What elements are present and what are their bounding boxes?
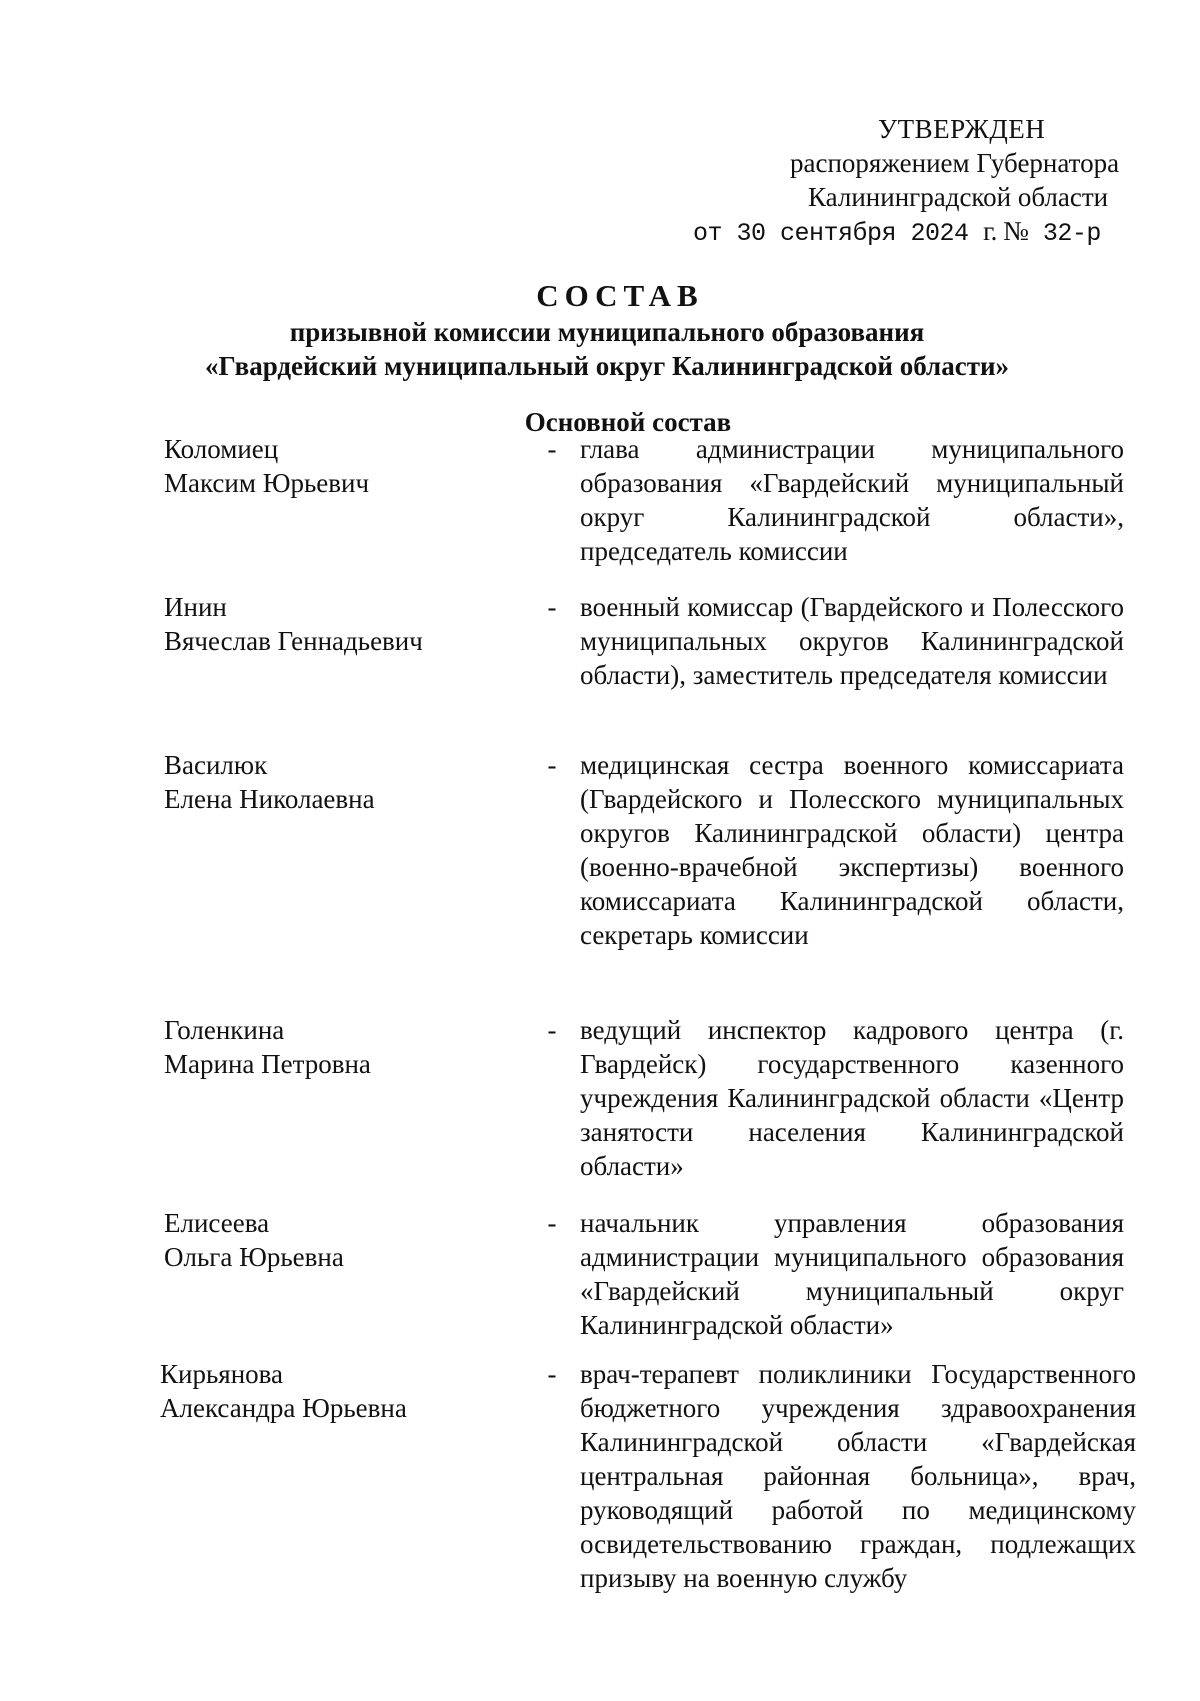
- member-surname: Василюк: [164, 750, 268, 780]
- member-name: [164, 432, 544, 500]
- approval-date-line: [640, 214, 1140, 251]
- member-given-name: Максим Юрьевич: [164, 468, 370, 498]
- document-subtitle-line-1: призывной комиссии муниципального образования: [289, 317, 925, 347]
- member-role: военный комиссар (Гвардейского и Полесского муниципальных округов Калининградской области), заместитель председателя комиссии: [580, 592, 1124, 690]
- member-role: медицинская сестра военного комиссариата (Гвардейского и Полесского муниципальных округов Калининградской области) центра (военно-врачебной экспертизы) военного комиссариата Калининградской области, секретарь комиссии: [580, 750, 1124, 950]
- member-surname: Кирьянова: [160, 1359, 284, 1389]
- member-role: врач-терапевт поликлиники Государственного бюджетного учреждения здравоохранения Калининградской области «Гвардейская центральная районная больница», врач, руководящий работой по медицинскому освидетельствованию граждан, подлежащих призыву на военную службу: [580, 1359, 1136, 1593]
- approval-authority: распоряжением Губернатора: [790, 148, 1120, 178]
- member-dash: -: [547, 434, 557, 464]
- member-name: [164, 590, 544, 658]
- document-title: СОСТАВ: [536, 278, 704, 313]
- member-role: начальник управления образования администрации муниципального образования «Гвардейский муниципальный округ Калининградской области»: [580, 1208, 1124, 1340]
- member-role: ведущий инспектор кадрового центра (г. Гвардейск) государственного казенного учреждения Калининградской области «Центр занятости населения Калининградской области»: [580, 1015, 1124, 1181]
- member-dash: -: [547, 592, 557, 622]
- member-given-name: Александра Юрьевна: [160, 1393, 407, 1423]
- member-dash: -: [547, 1208, 557, 1238]
- approval-stamp: [640, 112, 1140, 251]
- member-surname: Елисеева: [164, 1208, 270, 1238]
- member-dash: -: [547, 1015, 557, 1045]
- member-given-name: Марина Петровна: [164, 1049, 371, 1079]
- member-name: [164, 1013, 544, 1081]
- section-title: Основной состав: [524, 407, 732, 437]
- approval-region: Калининградской области: [808, 182, 1109, 212]
- document-subtitle-line-2: «Гвардейский муниципальный округ Калининградской области»: [204, 351, 1010, 381]
- member-given-name: Ольга Юрьевна: [164, 1242, 344, 1272]
- member-given-name: Вячеслав Геннадьевич: [164, 626, 423, 656]
- member-surname: Голенкина: [164, 1015, 285, 1045]
- member-name: [164, 748, 544, 816]
- approved-label: УТВЕРЖДЕН: [878, 114, 1046, 144]
- member-surname: Инин: [164, 592, 227, 622]
- member-given-name: Елена Николаевна: [164, 784, 375, 814]
- document-heading: [0, 277, 1200, 383]
- member-role: глава администрации муниципального образования «Гвардейский муниципальный округ Калининградской области», председатель комиссии: [580, 434, 1124, 566]
- approval-number-label: г. №: [983, 216, 1029, 246]
- approval-number: 32-р: [1042, 219, 1101, 248]
- member-surname: Коломиец: [164, 434, 279, 464]
- approval-date: от 30 сентября 2024: [693, 219, 969, 248]
- member-dash: -: [547, 750, 557, 780]
- member-dash: -: [547, 1359, 557, 1389]
- member-name: [160, 1357, 540, 1425]
- member-name: [164, 1206, 544, 1274]
